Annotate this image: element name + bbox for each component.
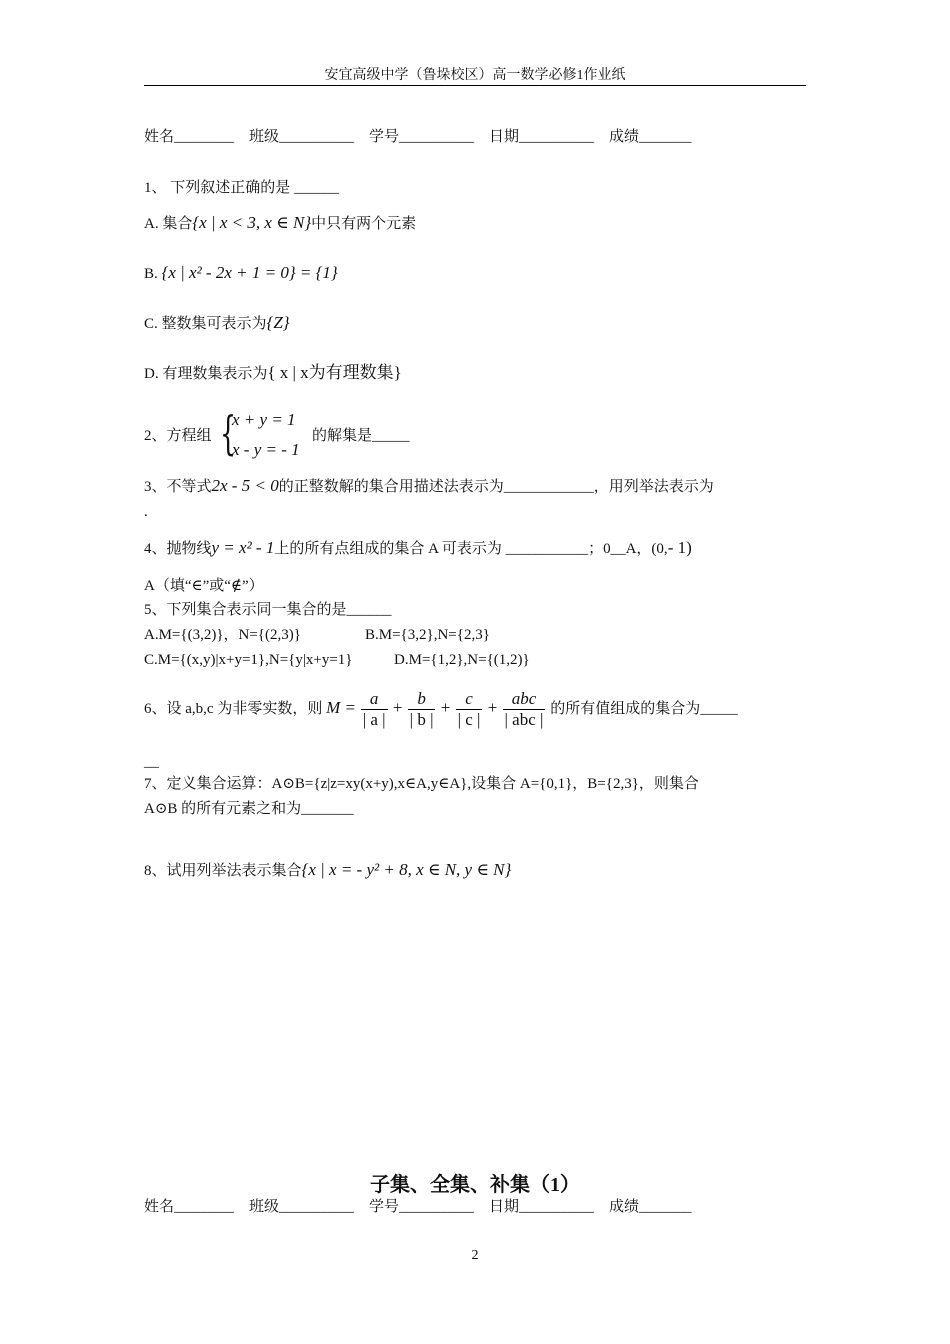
question-7-line-2: A⊙B 的所有元素之和为_______ <box>144 801 354 817</box>
question-1-option-c <box>144 313 290 334</box>
q6-fraction-b <box>408 689 436 730</box>
question-1-stem: 1、 下列叙述正确的是 ______ <box>144 180 340 196</box>
question-5-option-d: D.M={1,2},N={(1,2)} <box>394 652 530 668</box>
q6-num-c: c <box>465 689 473 709</box>
section-title: 子集、全集、补集（1） <box>370 1174 580 1196</box>
question-2-equation-2: x - y = - 1 <box>232 440 300 459</box>
q6-prefix: 6、设 a,b,c 为非零实数，则 <box>144 701 323 717</box>
q8-math: {x | x = - y² + 8, x ∈ N, y ∈ N} <box>301 860 512 879</box>
q1a-prefix: A. 集合 <box>144 216 193 232</box>
q4-tail: - 1) <box>667 538 692 557</box>
question-6: 6、设 a,b,c 为非零实数，则 M = $\frac{a}{| a |}$ + $\frac{b}{| b |}$ + $\frac{c}{| c |}$ + $\frac{\text{abc}}{\text{| abc |}}$ 的所有值组成的集合为_____ <box>144 689 738 730</box>
q6-den-abc: | abc | <box>504 710 544 730</box>
question-2-suffix: 的解集是_____ <box>312 428 410 444</box>
q6-lhs: M = <box>326 698 356 717</box>
q6-den-b: | b | <box>409 710 434 730</box>
question-7-line-1: 7、定义集合运算：A⊙B={z|z=xy(x+y),x∈A,y∈A},设集合 A={0,1}，B={2,3}，则集合 <box>144 776 699 792</box>
q6-fraction-a <box>361 689 388 730</box>
q1b-math: {x | x² - 2x + 1 = 0} = {1} <box>161 263 338 282</box>
q1c-prefix: C. 整数集可表示为 <box>144 316 267 332</box>
q6-num-abc: abc <box>511 689 537 709</box>
q1d-math: { x | x为有理数集} <box>267 363 402 382</box>
q6-den-a: | a | <box>362 710 386 730</box>
question-1-option-d <box>144 363 402 384</box>
question-8 <box>144 860 511 881</box>
question-5-stem: 5、下列集合表示同一集合的是______ <box>144 602 392 618</box>
student-info-line: 姓名________ 班级__________ 学号__________ 日期__________ 成绩_______ <box>144 129 692 145</box>
q1c-math: {Z} <box>266 313 290 332</box>
q6-suffix: 的所有值组成的集合为_____ <box>550 701 738 717</box>
header-rule <box>144 85 806 86</box>
q8-prefix: 8、试用列举法表示集合 <box>144 863 302 879</box>
q1a-suffix: 中只有两个元素 <box>311 216 417 232</box>
question-4 <box>144 538 692 559</box>
system-brace: { <box>220 406 237 460</box>
q6-fraction-abc <box>503 689 546 730</box>
question-5-option-b: B.M={3,2},N={2,3} <box>365 627 490 643</box>
question-5-option-c: C.M={(x,y)|x+y=1},N={y|x+y=1} <box>144 652 353 668</box>
question-4-continuation: A（填“∈”或“∉”） <box>144 578 264 594</box>
q3-prefix: 3、不等式 <box>144 479 212 495</box>
q1b-prefix: B. <box>144 266 162 282</box>
q3-suffix: 的正整数解的集合用描述法表示为____________，用列举法表示为 <box>278 479 714 495</box>
question-6-continuation: __ <box>144 754 159 770</box>
header-title: 安宜高级中学（鲁垛校区）高一数学必修1作业纸 <box>324 68 626 83</box>
q1d-prefix: D. 有理数集表示为 <box>144 366 268 382</box>
question-3 <box>144 476 714 497</box>
page-number: 2 <box>471 1248 479 1263</box>
q1a-math: {x | x < 3, x ∈ N} <box>192 213 312 232</box>
q4-math: y = x² - 1 <box>211 538 275 557</box>
question-3-continuation: . <box>144 504 148 520</box>
question-2-prefix: 2、方程组 <box>144 428 212 444</box>
q6-num-b: b <box>417 689 426 709</box>
q3-math: 2x - 5 < 0 <box>211 476 279 495</box>
question-5-option-a: A.M={(3,2)}，N={(2,3)} <box>144 627 301 643</box>
q4-suffix: 上的所有点组成的集合 A 可表示为 ___________；0__A，(0, <box>274 541 668 557</box>
q6-den-c: | c | <box>457 710 481 730</box>
question-1-option-b <box>144 263 338 284</box>
q6-fraction-c <box>456 689 483 730</box>
section-info-line: 姓名________ 班级__________ 学号__________ 日期__________ 成绩_______ <box>144 1199 692 1215</box>
q4-prefix: 4、抛物线 <box>144 541 212 557</box>
question-1-option-a <box>144 213 416 234</box>
question-2-equation-1: x + y = 1 <box>232 410 296 429</box>
q6-num-a: a <box>369 689 379 709</box>
